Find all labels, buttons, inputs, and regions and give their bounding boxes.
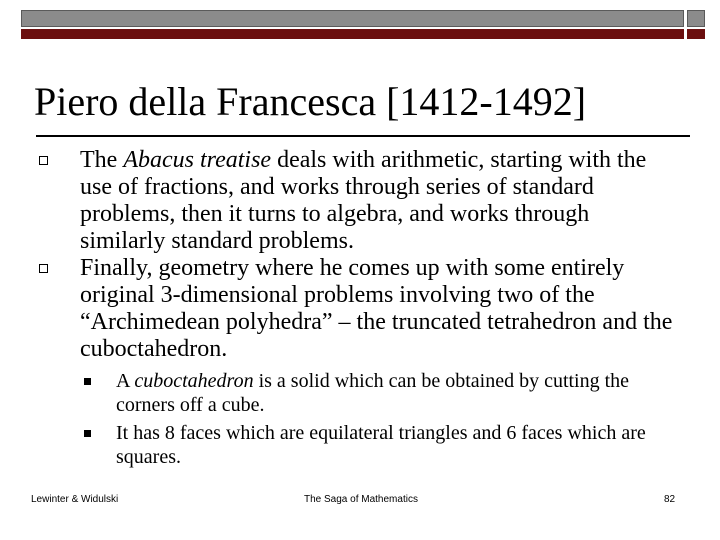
footer-authors: Lewinter & Widulski: [31, 494, 119, 505]
sub-bullet-text-pre: A: [116, 370, 135, 392]
sub-bullet-text: It has 8 faces which are equilateral triangles and 6 faces which are squares.: [116, 422, 646, 468]
footer-book-title: The Saga of Mathematics: [304, 494, 418, 505]
bullet-text-italic: Abacus treatise: [123, 147, 272, 173]
sub-bullet-cuboctahedron-definition: [80, 369, 681, 417]
footer-page-number: 82: [664, 494, 676, 505]
bullet-geometry: [0, 255, 680, 469]
sub-bullet-list: [80, 369, 680, 469]
corner-red-box: [687, 29, 705, 39]
title-underline: [36, 135, 690, 137]
hollow-square-bullet-icon: [39, 264, 48, 273]
header-red-stripe: [21, 29, 684, 39]
hollow-square-bullet-icon: [39, 156, 48, 165]
sub-bullet-text-post: is a solid which can be obtained by cutting the corners off a cube.: [116, 370, 630, 416]
bullet-text-post: deals with arithmetic, starting with the use of fractions, and works through series of standard problems, then it turns to algebra, and works through similarly standard problems.: [80, 147, 647, 254]
bullet-abacus-treatise: [0, 147, 680, 255]
bullet-text: Finally, geometry where he comes up with some entirely original 3-dimensional problems involving two of the “Archimedean polyhedra” – the truncated tetrahedron and the cuboctahedron.: [80, 255, 673, 362]
bullet-text-pre: The: [80, 147, 124, 173]
header-gray-bar: [21, 10, 684, 27]
filled-square-bullet-icon: [84, 430, 91, 437]
bullet-list: [0, 147, 720, 469]
filled-square-bullet-icon: [84, 378, 91, 385]
sub-bullet-cuboctahedron-faces: [80, 421, 681, 469]
slide-title: Piero della Francesca [1412-1492]: [34, 79, 587, 124]
corner-gray-box: [687, 10, 705, 27]
sub-bullet-text-italic: cuboctahedron: [134, 370, 254, 392]
